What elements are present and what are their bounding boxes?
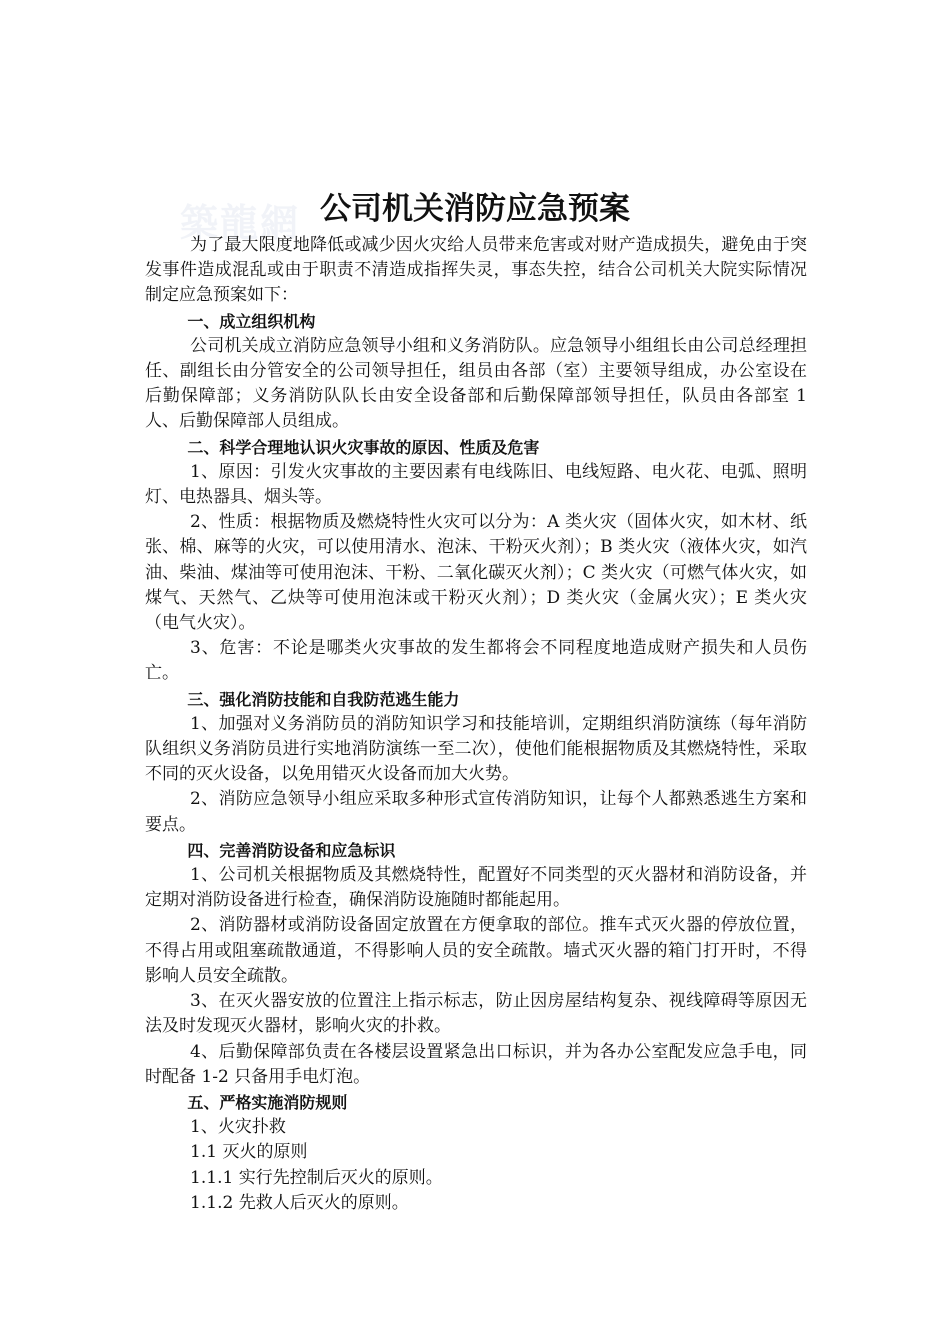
section-5-item-3: 1.1.1 实行先控制后灭火的原则。	[190, 1167, 443, 1188]
section-2-paragraph-2: 2、性质：根据物质及燃烧特性火灾可以分为：A 类火灾（固体火灾，如木材、纸张、棉、麻等的火灾，可以使用清水、泡沫、干粉灭火剂）；B 类火灾（液体火灾，如汽油、柴油、煤油等可使用泡沫、干粉、二氧化碳灭火剂）；C 类火灾（可燃气体火灾，如煤气、天然气、乙炔等可使用泡沫或干粉灭火剂）；D 类火灾（金属火灾）；E 类火灾（电气火灾）。	[145, 512, 807, 634]
page-title: 公司机关消防应急预案	[320, 190, 630, 227]
section-heading-1: 一、成立组织机构	[187, 311, 316, 331]
section-5-item-1: 1、火灾扑救	[190, 1117, 286, 1138]
section-1-paragraph-1: 公司机关成立消防应急领导小组和义务消防队。应急领导小组组长由公司总经理担任、副组长由分管安全的公司领导担任，组员由各部（室）主要领导组成，办公室设在后勤保障部；义务消防队队长由安全设备部和后勤保障部领导担任，队员由各部室 1 人、后勤保障部人员组成。	[145, 335, 807, 432]
section-3-paragraph-1: 1、加强对义务消防员的消防知识学习和技能培训，定期组织消防演练（每年消防队组织义务消防员进行实地消防演练一至二次），使他们能根据物质及其燃烧特性，采取不同的灭火设备，以免用错灭火设备而加大火势。	[145, 713, 807, 785]
section-heading-5: 五、严格实施消防规则	[187, 1092, 348, 1112]
section-2-paragraph-1: 1、原因：引发火灾事故的主要因素有电线陈旧、电线短路、电火花、电弧、照明灯、电热器具、烟头等。	[145, 461, 807, 508]
section-4-paragraph-3: 3、在灭火器安放的位置注上指示标志，防止因房屋结构复杂、视线障碍等原因无法及时发现灭火器材，影响火灾的扑救。	[145, 991, 807, 1037]
section-heading-3: 三、强化消防技能和自我防范逃生能力	[187, 689, 460, 709]
section-heading-2: 二、科学合理地认识火灾事故的原因、性质及危害	[187, 437, 540, 457]
section-4-paragraph-1: 1、公司机关根据物质及其燃烧特性，配置好不同类型的灭火器材和消防设备，并定期对消防设备进行检查，确保消防设施随时都能起用。	[145, 865, 807, 911]
section-2-paragraph-3: 3、危害：不论是哪类火灾事故的发生都将会不同程度地造成财产损失和人员伤亡。	[145, 638, 807, 684]
section-5-item-2: 1.1 灭火的原则	[190, 1142, 308, 1163]
intro-paragraph: 为了最大限度地降低或减少因火灾给人员带来危害或对财产造成损失，避免由于突发事件造成混乱或由于职责不清造成指挥失灵，事态失控，结合公司机关大院实际情况制定应急预案如下：	[145, 235, 807, 306]
document-body	[145, 233, 807, 1216]
section-4-paragraph-2: 2、消防器材或消防设备固定放置在方便拿取的部位。推车式灭火器的停放位置，不得占用或阻塞疏散通道，不得影响人员的安全疏散。墙式灭火器的箱门打开时，不得影响人员安全疏散。	[145, 915, 807, 986]
section-5-item-4: 1.1.2 先救人后灭火的原则。	[190, 1192, 409, 1213]
section-4-paragraph-4: 4、后勤保障部负责在各楼层设置紧急出口标识，并为各办公室配发应急手电，同时配备 1-2 只备用手电灯泡。	[145, 1041, 807, 1087]
section-3-paragraph-2: 2、消防应急领导小组应采取多种形式宣传消防知识，让每个人都熟悉逃生方案和要点。	[145, 789, 807, 835]
watermark: 築龍網	[180, 201, 301, 245]
section-heading-4: 四、完善消防设备和应急标识	[187, 840, 396, 860]
